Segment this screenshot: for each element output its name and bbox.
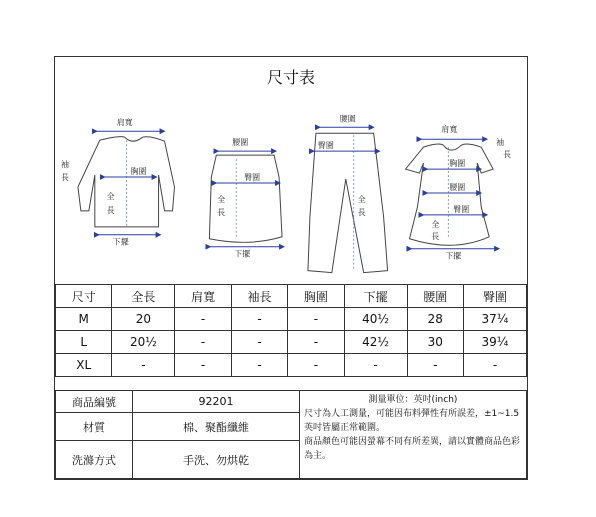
size-cell: 42½ xyxy=(344,331,407,354)
shirt-shoulder-label: 肩寬 xyxy=(116,118,133,128)
size-row-m xyxy=(56,308,527,331)
note-color: 商品顏色可能因螢幕不同有所差異，請以實體商品色彩為主。 xyxy=(304,437,521,461)
size-row-xl xyxy=(56,354,527,377)
size-cell: 40½ xyxy=(344,308,407,331)
size-header-cell: 腰圍 xyxy=(407,285,463,308)
dress-waist-label: 腰圍 xyxy=(449,182,466,192)
shirt-sleeve-label-1: 袖 xyxy=(60,160,69,170)
size-cell: L xyxy=(56,331,112,354)
size-cell: - xyxy=(463,354,526,377)
size-cell: - xyxy=(288,354,344,377)
shirt-length-label-1: 全 xyxy=(106,191,115,201)
size-table xyxy=(55,284,527,377)
wash-label: 洗滌方式 xyxy=(56,441,133,479)
pants-length-label-1: 全 xyxy=(357,194,366,204)
size-cell: 28 xyxy=(407,308,463,331)
size-cell: 37¼ xyxy=(463,308,526,331)
size-cell: - xyxy=(288,308,344,331)
dress-hem-label: 下擺 xyxy=(445,251,462,261)
size-header-cell: 肩寬 xyxy=(175,285,231,308)
size-cell: - xyxy=(407,354,463,377)
size-header-cell: 全長 xyxy=(112,285,175,308)
size-cell: - xyxy=(175,354,231,377)
note-tolerance: 尺寸為人工測量，可能因布料彈性有所誤差，±1~1.5 英吋皆屬正常範圍。 xyxy=(304,409,520,433)
pants-hip-label: 臀圍 xyxy=(317,141,334,151)
size-header-cell: 袖長 xyxy=(231,285,287,308)
pants-outline xyxy=(308,133,388,272)
unit-note: 測量單位：英吋(inch) xyxy=(368,395,458,405)
shirt-chest-label: 胸圍 xyxy=(130,167,147,177)
size-table-header-row xyxy=(56,285,527,308)
size-cell: 20½ xyxy=(112,331,175,354)
skirt-hip-label: 臀圍 xyxy=(244,173,261,183)
size-header-cell: 下擺 xyxy=(344,285,407,308)
size-cell: 20 xyxy=(112,308,175,331)
skirt-waist-label: 腰圍 xyxy=(232,138,249,148)
size-cell: M xyxy=(56,308,112,331)
info-row-item-no xyxy=(56,391,527,413)
dress-shoulder-label: 肩寬 xyxy=(441,125,458,135)
size-cell: - xyxy=(231,331,287,354)
size-cell: - xyxy=(288,331,344,354)
size-cell: 30 xyxy=(407,331,463,354)
shirt-outline xyxy=(78,137,175,227)
wash-value: 手洗、勿烘乾 xyxy=(133,441,300,479)
skirt-length-label-1: 全 xyxy=(217,194,226,204)
size-cell: - xyxy=(175,331,231,354)
dress-sleeve-label-1: 袖 xyxy=(496,138,505,148)
size-cell: - xyxy=(231,354,287,377)
dress-hip-label: 臀圍 xyxy=(453,204,470,214)
size-cell: - xyxy=(231,308,287,331)
size-header-cell: 胸圍 xyxy=(288,285,344,308)
material-value: 棉、聚酯纖維 xyxy=(133,413,300,441)
dress-chest-label: 胸圍 xyxy=(449,159,466,169)
shirt-sleeve-label-2: 長 xyxy=(60,173,69,183)
product-info-table xyxy=(55,390,527,479)
pants-length-label-2: 長 xyxy=(357,207,366,217)
dress-length-label-2: 長 xyxy=(431,231,440,241)
measurement-notes xyxy=(300,391,527,479)
shirt-length-label-2: 長 xyxy=(106,205,115,215)
size-cell: - xyxy=(344,354,407,377)
skirt-length-label-2: 長 xyxy=(217,207,226,217)
item-no-value: 92201 xyxy=(133,391,300,413)
item-no-label: 商品編號 xyxy=(56,391,133,413)
size-row-l xyxy=(56,331,527,354)
material-label: 材質 xyxy=(56,413,133,441)
garment-diagrams xyxy=(55,87,527,282)
size-cell: 39¼ xyxy=(463,331,526,354)
size-cell: XL xyxy=(56,354,112,377)
dress-length-label-1: 全 xyxy=(431,219,440,229)
chart-title: 尺寸表 xyxy=(266,68,315,87)
shirt-hem-label: 下擺 xyxy=(112,237,129,247)
pants-waist-label: 腰圍 xyxy=(339,114,356,124)
size-header-cell: 尺寸 xyxy=(56,285,112,308)
size-chart-sheet xyxy=(54,56,528,480)
garment-diagram-svg xyxy=(55,87,527,282)
size-cell: - xyxy=(112,354,175,377)
dress-sleeve-label-2: 長 xyxy=(503,150,512,160)
size-cell: - xyxy=(175,308,231,331)
size-header-cell: 臀圍 xyxy=(463,285,526,308)
skirt-hem-label: 下擺 xyxy=(234,249,251,259)
